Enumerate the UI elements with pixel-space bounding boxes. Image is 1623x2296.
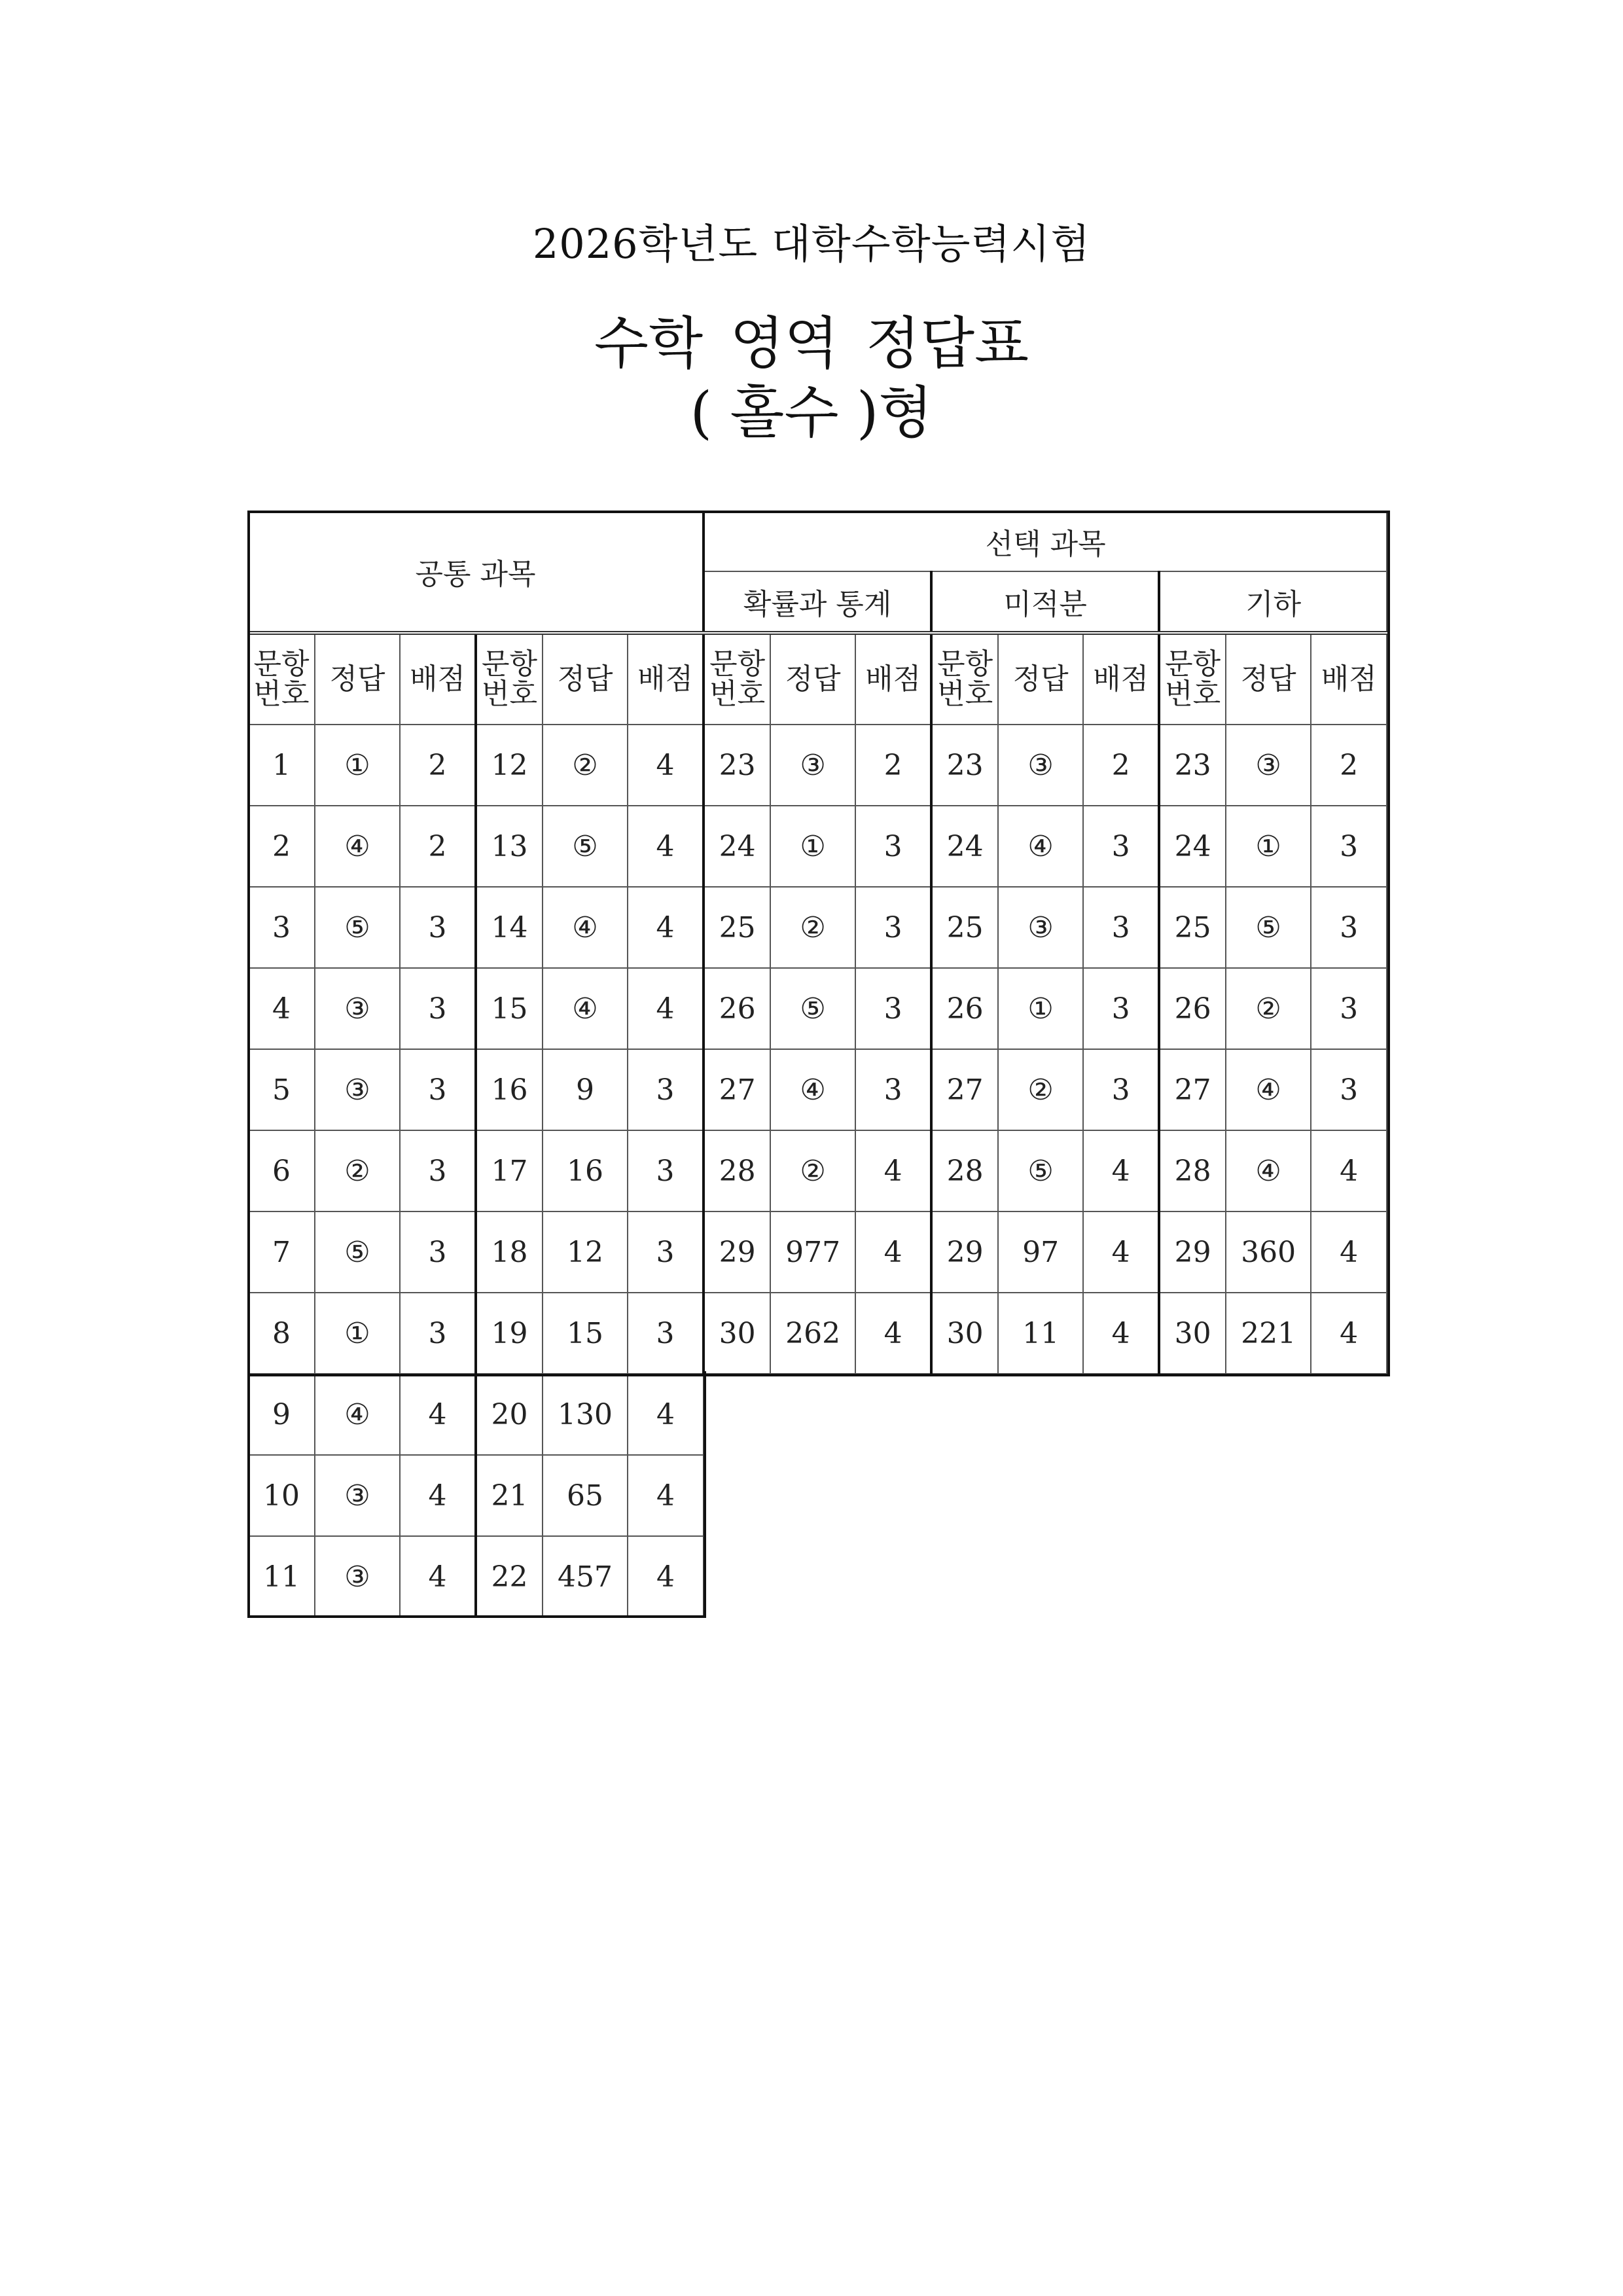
col-header-number-line: 문항 [253, 647, 310, 681]
col-header-points: 배점 [628, 633, 704, 725]
empty-cell [1226, 1455, 1311, 1536]
empty-cell [1159, 1455, 1226, 1536]
col-header-number-line: 번호 [253, 677, 310, 711]
common-left-number: 4 [248, 968, 315, 1049]
geometry-answer: ③ [1226, 725, 1311, 806]
geometry-points: 3 [1311, 968, 1387, 1049]
table-row [248, 968, 1387, 1049]
prob-stat-points: 3 [855, 968, 931, 1049]
common-left-answer: ③ [315, 1049, 400, 1130]
common-left-points: 4 [400, 1536, 476, 1617]
table-row [248, 725, 1387, 806]
geometry-number: 23 [1159, 725, 1226, 806]
table-row [248, 806, 1387, 887]
common-left-answer: ① [315, 1293, 400, 1374]
geometry-points: 4 [1311, 1293, 1387, 1374]
table-row [248, 1536, 1387, 1617]
empty-cell [1083, 1455, 1159, 1536]
answer-table [247, 511, 1387, 1618]
common-left-answer: ④ [315, 806, 400, 887]
empty-cell [998, 1374, 1083, 1455]
common-left-answer: ① [315, 725, 400, 806]
col-header-number [931, 633, 998, 725]
empty-cell [770, 1455, 855, 1536]
empty-cell [1159, 1536, 1226, 1617]
table-row [248, 1455, 1387, 1536]
common-right-points: 4 [628, 887, 704, 968]
col-header-number [476, 633, 543, 725]
calculus-answer: 11 [998, 1293, 1083, 1374]
geometry-number: 26 [1159, 968, 1226, 1049]
common-right-points: 3 [628, 1211, 704, 1293]
col-header-number-line: 문항 [481, 647, 537, 681]
empty-cell [998, 1536, 1083, 1617]
geometry-points: 3 [1311, 1049, 1387, 1130]
geometry-answer: ② [1226, 968, 1311, 1049]
common-right-number: 20 [476, 1374, 543, 1455]
common-left-points: 3 [400, 1130, 476, 1211]
common-subject-header: 공통 과목 [248, 511, 704, 633]
prob-stat-points: 4 [855, 1211, 931, 1293]
common-left-points: 4 [400, 1374, 476, 1455]
empty-cell [704, 1374, 770, 1455]
calculus-number: 24 [931, 806, 998, 887]
common-right-answer: 130 [543, 1374, 628, 1455]
common-right-number: 13 [476, 806, 543, 887]
geometry-number: 30 [1159, 1293, 1226, 1374]
geometry-points: 3 [1311, 806, 1387, 887]
table-row [248, 887, 1387, 968]
col-header-number-line: 번호 [709, 677, 766, 711]
prob-stat-number: 29 [704, 1211, 770, 1293]
common-right-answer: 15 [543, 1293, 628, 1374]
empty-cell [855, 1374, 931, 1455]
common-right-answer: 16 [543, 1130, 628, 1211]
common-right-number: 16 [476, 1049, 543, 1130]
common-left-number: 11 [248, 1536, 315, 1617]
col-header-number-line: 번호 [1165, 677, 1221, 711]
common-right-points: 3 [628, 1293, 704, 1374]
common-left-number: 5 [248, 1049, 315, 1130]
common-right-number: 12 [476, 725, 543, 806]
calculus-points: 3 [1083, 806, 1159, 887]
table-row [248, 1293, 1387, 1374]
prob-stat-answer: 977 [770, 1211, 855, 1293]
common-right-points: 4 [628, 1374, 704, 1455]
prob-stat-number: 24 [704, 806, 770, 887]
common-right-number: 17 [476, 1130, 543, 1211]
col-header-answer: 정답 [998, 633, 1083, 725]
common-left-answer: ⑤ [315, 887, 400, 968]
calculus-points: 4 [1083, 1211, 1159, 1293]
common-right-points: 3 [628, 1049, 704, 1130]
common-left-number: 9 [248, 1374, 315, 1455]
col-header-answer: 정답 [1226, 633, 1311, 725]
common-right-points: 4 [628, 1455, 704, 1536]
prob-stat-answer: ① [770, 806, 855, 887]
prob-stat-answer: ② [770, 1130, 855, 1211]
common-right-answer: 9 [543, 1049, 628, 1130]
common-left-answer: ⑤ [315, 1211, 400, 1293]
geometry-answer: ④ [1226, 1130, 1311, 1211]
col-header-points: 배점 [1311, 633, 1387, 725]
empty-cell [1226, 1374, 1311, 1455]
common-right-number: 15 [476, 968, 543, 1049]
common-left-answer: ③ [315, 1455, 400, 1536]
col-header-number [704, 633, 770, 725]
prob-stat-points: 2 [855, 725, 931, 806]
calculus-points: 3 [1083, 887, 1159, 968]
prob-stat-number: 30 [704, 1293, 770, 1374]
empty-cell [855, 1536, 931, 1617]
common-left-points: 2 [400, 806, 476, 887]
empty-cell [855, 1455, 931, 1536]
table-row [248, 1130, 1387, 1211]
common-left-number: 10 [248, 1455, 315, 1536]
col-header-points: 배점 [1083, 633, 1159, 725]
empty-cell [770, 1536, 855, 1617]
common-right-answer: ② [543, 725, 628, 806]
common-left-points: 2 [400, 725, 476, 806]
calculus-points: 2 [1083, 725, 1159, 806]
common-right-number: 22 [476, 1536, 543, 1617]
common-right-number: 14 [476, 887, 543, 968]
prob-stat-number: 26 [704, 968, 770, 1049]
calculus-number: 30 [931, 1293, 998, 1374]
prob-stat-answer: ④ [770, 1049, 855, 1130]
common-left-points: 3 [400, 1049, 476, 1130]
calculus-points: 4 [1083, 1130, 1159, 1211]
common-left-number: 6 [248, 1130, 315, 1211]
calculus-answer: ① [998, 968, 1083, 1049]
col-header-number-line: 문항 [1165, 647, 1221, 681]
prob-stat-answer: ③ [770, 725, 855, 806]
empty-cell [931, 1374, 998, 1455]
geometry-points: 4 [1311, 1130, 1387, 1211]
common-left-number: 3 [248, 887, 315, 968]
geometry-points: 3 [1311, 887, 1387, 968]
common-right-number: 21 [476, 1455, 543, 1536]
calculus-number: 27 [931, 1049, 998, 1130]
empty-cell [770, 1374, 855, 1455]
calculus-number: 28 [931, 1130, 998, 1211]
common-right-points: 3 [628, 1130, 704, 1211]
calculus-number: 25 [931, 887, 998, 968]
calculus-answer: ④ [998, 806, 1083, 887]
empty-cell [1083, 1374, 1159, 1455]
col-header-number-line: 문항 [709, 647, 766, 681]
col-header-answer: 정답 [543, 633, 628, 725]
elective-name-0: 확률과 통계 [704, 571, 931, 633]
prob-stat-answer: ② [770, 887, 855, 968]
calculus-answer: ③ [998, 725, 1083, 806]
common-left-number: 7 [248, 1211, 315, 1293]
col-header-points: 배점 [855, 633, 931, 725]
geometry-answer: ④ [1226, 1049, 1311, 1130]
common-right-number: 19 [476, 1293, 543, 1374]
prob-stat-points: 4 [855, 1293, 931, 1374]
geometry-points: 4 [1311, 1211, 1387, 1293]
common-right-answer: 12 [543, 1211, 628, 1293]
common-left-points: 4 [400, 1455, 476, 1536]
common-left-number: 8 [248, 1293, 315, 1374]
subject-title: 수학 영역 정답표 [594, 311, 1029, 376]
elective-name-1: 미적분 [931, 571, 1159, 633]
common-right-answer: ⑤ [543, 806, 628, 887]
col-header-number-line: 번호 [937, 677, 993, 711]
col-header-answer: 정답 [770, 633, 855, 725]
calculus-number: 23 [931, 725, 998, 806]
geometry-number: 24 [1159, 806, 1226, 887]
calculus-points: 4 [1083, 1293, 1159, 1374]
common-left-answer: ③ [315, 968, 400, 1049]
col-header-number [248, 633, 315, 725]
prob-stat-points: 4 [855, 1130, 931, 1211]
common-right-answer: 457 [543, 1536, 628, 1617]
calculus-points: 3 [1083, 968, 1159, 1049]
empty-cell [931, 1536, 998, 1617]
calculus-number: 29 [931, 1211, 998, 1293]
prob-stat-points: 3 [855, 887, 931, 968]
common-left-points: 3 [400, 968, 476, 1049]
empty-cell [1311, 1536, 1387, 1617]
common-right-points: 4 [628, 725, 704, 806]
prob-stat-answer: 262 [770, 1293, 855, 1374]
exam-type: ( 홀수 )형 [690, 380, 933, 446]
col-header-number-line: 문항 [937, 647, 993, 681]
common-left-points: 3 [400, 1211, 476, 1293]
geometry-number: 27 [1159, 1049, 1226, 1130]
empty-cell [1083, 1536, 1159, 1617]
empty-cell [704, 1536, 770, 1617]
calculus-answer: ③ [998, 887, 1083, 968]
empty-cell [1159, 1374, 1226, 1455]
geometry-points: 2 [1311, 725, 1387, 806]
prob-stat-answer: ⑤ [770, 968, 855, 1049]
empty-cell [1311, 1374, 1387, 1455]
calculus-number: 26 [931, 968, 998, 1049]
common-left-points: 3 [400, 887, 476, 968]
col-header-number-line: 번호 [481, 677, 537, 711]
col-header-points: 배점 [400, 633, 476, 725]
prob-stat-points: 3 [855, 1049, 931, 1130]
common-left-number: 1 [248, 725, 315, 806]
prob-stat-number: 27 [704, 1049, 770, 1130]
geometry-answer: ① [1226, 806, 1311, 887]
empty-cell [704, 1455, 770, 1536]
common-right-points: 4 [628, 806, 704, 887]
geometry-number: 28 [1159, 1130, 1226, 1211]
col-header-number [1159, 633, 1226, 725]
elective-name-2: 기하 [1159, 571, 1387, 633]
common-right-points: 4 [628, 968, 704, 1049]
common-right-number: 18 [476, 1211, 543, 1293]
elective-subject-header: 선택 과목 [704, 511, 1387, 571]
common-right-answer: 65 [543, 1455, 628, 1536]
geometry-answer: 360 [1226, 1211, 1311, 1293]
geometry-number: 25 [1159, 887, 1226, 968]
common-right-answer: ④ [543, 968, 628, 1049]
prob-stat-number: 23 [704, 725, 770, 806]
table-row [248, 1049, 1387, 1130]
prob-stat-points: 3 [855, 806, 931, 887]
common-left-points: 3 [400, 1293, 476, 1374]
calculus-answer: 97 [998, 1211, 1083, 1293]
empty-cell [998, 1455, 1083, 1536]
geometry-answer: 221 [1226, 1293, 1311, 1374]
common-left-answer: ③ [315, 1536, 400, 1617]
prob-stat-number: 28 [704, 1130, 770, 1211]
calculus-answer: ② [998, 1049, 1083, 1130]
common-left-number: 2 [248, 806, 315, 887]
common-left-answer: ② [315, 1130, 400, 1211]
col-header-answer: 정답 [315, 633, 400, 725]
calculus-points: 3 [1083, 1049, 1159, 1130]
prob-stat-number: 25 [704, 887, 770, 968]
table-row [248, 1374, 1387, 1455]
exam-title: 2026학년도 대학수학능력시험 [532, 220, 1091, 268]
common-right-answer: ④ [543, 887, 628, 968]
empty-cell [1311, 1455, 1387, 1536]
empty-cell [931, 1455, 998, 1536]
empty-cell [1226, 1536, 1311, 1617]
geometry-answer: ⑤ [1226, 887, 1311, 968]
calculus-answer: ⑤ [998, 1130, 1083, 1211]
common-right-points: 4 [628, 1536, 704, 1617]
common-left-answer: ④ [315, 1374, 400, 1455]
geometry-number: 29 [1159, 1211, 1226, 1293]
table-row [248, 1211, 1387, 1293]
